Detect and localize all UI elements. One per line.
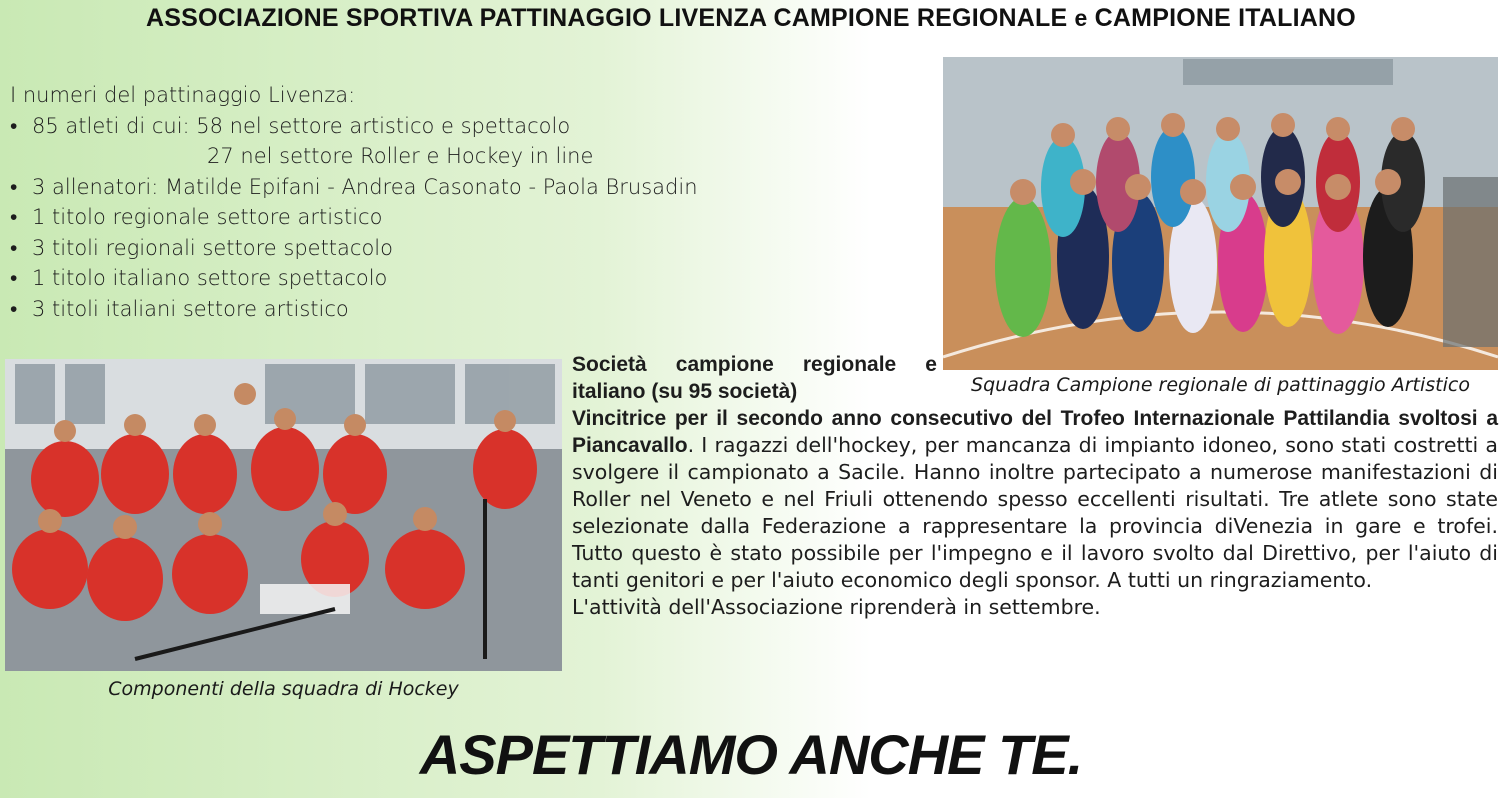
title-part-2: CAMPIONE ITALIANO — [1094, 4, 1356, 32]
slogan: ASPETTIAMO ANCHE TE. — [419, 723, 1083, 786]
hockey-photo-caption: Componenti della squadra di Hockey — [108, 678, 459, 700]
trophy-text: Vincitrice per il secondo anno consecutivo del Trofeo Internazionale Pattilandia svoltosi a Piancavallo — [572, 407, 1498, 457]
hockey-team-photo — [5, 359, 562, 671]
list-item — [10, 172, 698, 203]
society-heading: Società campione regionale e italiano (su 95 società) — [572, 353, 937, 403]
stats-intro: I numeri del pattinaggio Livenza: — [10, 83, 356, 107]
artistic-team-photo — [943, 57, 1498, 371]
list-item — [10, 202, 698, 233]
page-title — [0, 4, 1502, 33]
bullet-icon: • — [10, 296, 18, 321]
list-item — [10, 233, 698, 264]
list-item — [10, 141, 698, 172]
stat-athletes: 85 atleti di cui: 58 nel settore artistico e spettacolo — [32, 113, 571, 138]
article-body — [572, 351, 1498, 621]
stat-italian-show: 1 titolo italiano settore spettacolo — [32, 266, 388, 290]
bullet-icon: • — [10, 205, 18, 229]
article-text: . I ragazzi dell'hockey, per mancanza di impianto idoneo, sono stati costretti a svolgere il campionato a Sacile. Hanno inoltre partecipato a numerose manifestazioni di Roller nel Veneto e nel Friuli ottenendo spesso eccellenti risultati. Tre atlete sono state selezionate dalla Federazione a rappresentare la provincia diVenezia in gare e trofei. Tutto questo è stato possibile per l'impegno e il lavoro svolto dal Direttivo, per l'aiuto di tanti genitori e per l'aiuto economico degli sponsor. A tutti un ringraziamento. — [572, 433, 1498, 592]
title-joiner: e — [1074, 5, 1088, 31]
stat-roller: 27 nel settore Roller e Hockey in line — [207, 144, 594, 168]
bullet-icon: • — [10, 174, 18, 199]
bullet-icon: • — [10, 113, 18, 138]
title-part-1: ASSOCIAZIONE SPORTIVA PATTINAGGIO LIVENZA CAMPIONE REGIONALE — [146, 4, 1068, 32]
article-paragraph — [572, 405, 1498, 594]
list-item — [10, 294, 698, 325]
closing-text: L'attività dell'Associazione riprenderà in settembre. — [572, 595, 1101, 619]
stat-coaches: 3 allenatori: Matilde Epifani - Andrea Casonato - Paola Brusadin — [32, 174, 698, 199]
artistic-team-illustration — [943, 57, 1498, 371]
stats-list — [10, 80, 698, 324]
hockey-team-illustration — [5, 359, 562, 671]
bullet-icon: • — [10, 266, 18, 290]
bullet-icon: • — [10, 235, 18, 260]
artistic-photo-caption: Squadra Campione regionale di pattinaggio Artistico — [943, 370, 1498, 400]
list-item — [10, 263, 698, 294]
stat-regional-show: 3 titoli regionali settore spettacolo — [32, 235, 393, 260]
stat-italian-artistic: 3 titoli italiani settore artistico — [32, 296, 349, 321]
stat-regional-artistic: 1 titolo regionale settore artistico — [32, 205, 383, 229]
list-item — [10, 111, 698, 142]
